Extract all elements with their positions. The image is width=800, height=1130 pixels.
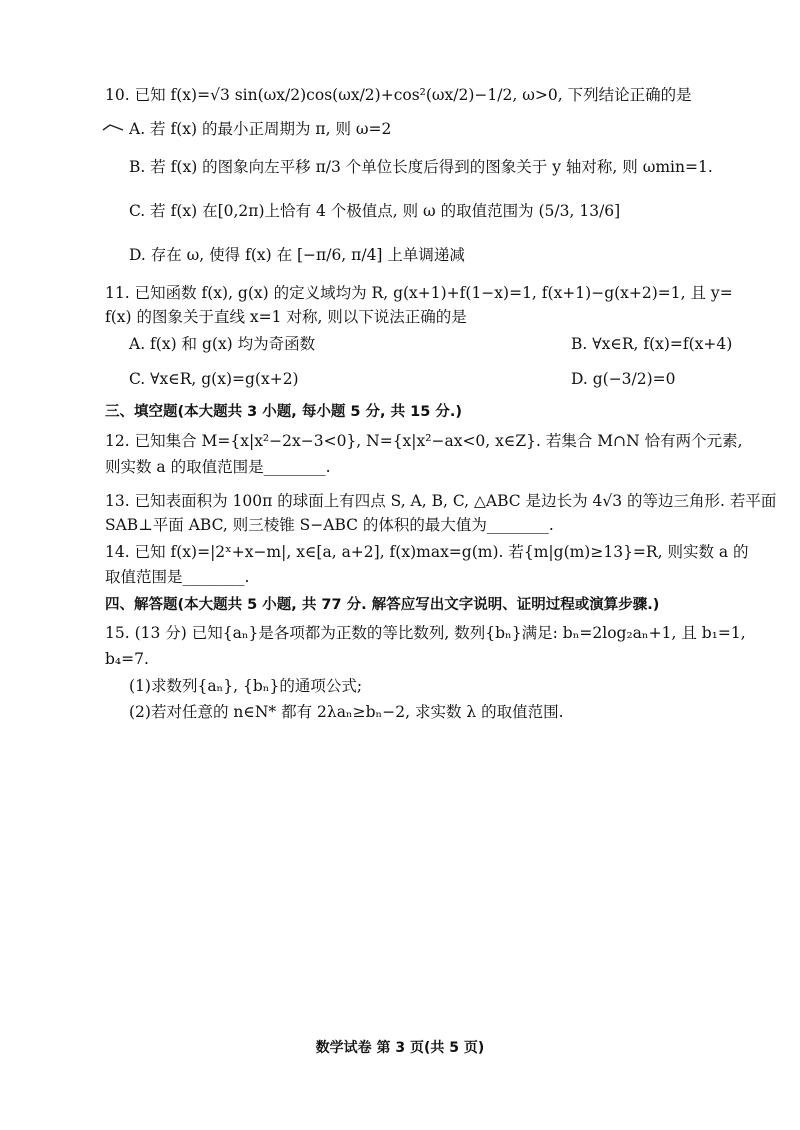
q10-option-a: A. 若 f(x) 的最小正周期为 π, 则 ω=2: [129, 120, 392, 138]
q11-option-b: B. ∀x∈R, f(x)=f(x+4): [571, 335, 733, 353]
q12-line2: 则实数 a 的取值范围是________.: [105, 458, 331, 476]
q14-line2: 取值范围是________.: [105, 568, 250, 586]
q13-line1: 13. 已知表面积为 100π 的球面上有四点 S, A, B, C, △ABC 是边长为 4√3 的等边三角形. 若平面: [105, 492, 777, 510]
q10-option-b: B. 若 f(x) 的图象向左平移 π/3 个单位长度后得到的图象关于 y 轴对称, 则 ωmin=1.: [129, 158, 713, 176]
q15-line2: b₄=7.: [105, 650, 149, 668]
handwritten-tick-mark: [102, 122, 124, 132]
q11-stem-line1: 11. 已知函数 f(x), g(x) 的定义域均为 R, g(x+1)+f(1−x)=1, f(x+1)−g(x+2)=1, 且 y=: [105, 284, 733, 302]
q11-options-row2: [129, 368, 760, 390]
q11-option-d: D. g(−3/2)=0: [571, 370, 676, 388]
q11-stem-line2: f(x) 的图象关于直线 x=1 对称, 则以下说法正确的是: [105, 308, 467, 326]
section-4-heading: 四、解答题(本大题共 5 小题, 共 77 分. 解答应写出文字说明、证明过程或演算步骤.): [105, 597, 660, 613]
q15-line1: 15. (13 分) 已知{aₙ}是各项都为正数的等比数列, 数列{bₙ}满足: bₙ=2log₂aₙ+1, 且 b₁=1,: [105, 624, 746, 642]
q10-stem: 10. 已知 f(x)=√3 sin(ωx/2)cos(ωx/2)+cos²(ωx/2)−1/2, ω>0, 下列结论正确的是: [105, 86, 692, 104]
q15-part-2: (2)若对任意的 n∈N* 都有 2λaₙ≥bₙ−2, 求实数 λ 的取值范围.: [129, 703, 564, 721]
q11-options-row1: [129, 333, 760, 355]
q15-part-1: (1)求数列{aₙ}, {bₙ}的通项公式;: [129, 677, 363, 695]
q14-line1: 14. 已知 f(x)=|2ˣ+x−m|, x∈[a, a+2], f(x)max=g(m). 若{m|g(m)≥13}=R, 则实数 a 的: [105, 543, 749, 561]
q11-option-c: C. ∀x∈R, g(x)=g(x+2): [129, 370, 299, 388]
section-3-heading: 三、填空题(本大题共 3 小题, 每小题 5 分, 共 15 分.): [105, 404, 463, 420]
q13-line2: SAB⊥平面 ABC, 则三棱锥 S−ABC 的体积的最大值为________.: [105, 516, 554, 534]
q10-option-c: C. 若 f(x) 在[0,2π)上恰有 4 个极值点, 则 ω 的取值范围为 (5/3, 13/6]: [129, 202, 621, 220]
q12-line1: 12. 已知集合 M={x|x²−2x−3<0}, N={x|x²−ax<0, x∈Z}. 若集合 M∩N 恰有两个元素,: [105, 432, 743, 450]
q11-option-a: A. f(x) 和 g(x) 均为奇函数: [129, 335, 316, 353]
page-footer: 数学试卷 第 3 页(共 5 页): [315, 1040, 485, 1056]
q10-option-d: D. 存在 ω, 使得 f(x) 在 [−π/6, π/4] 上单调递减: [129, 246, 465, 264]
